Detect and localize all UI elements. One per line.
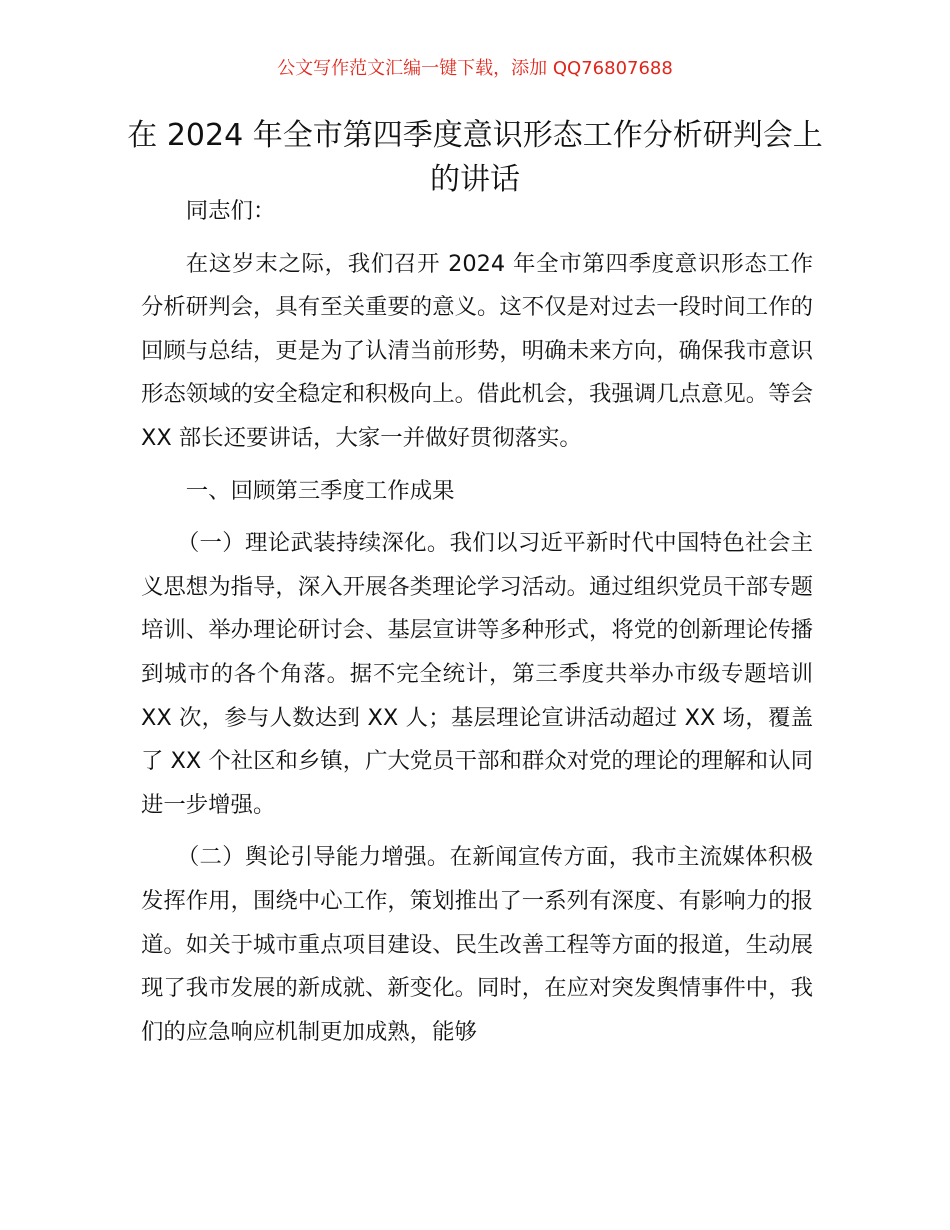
download-banner: 公文写作范文汇编一键下载，添加 QQ76807688 [277,58,673,79]
section-heading: 一、回顾第三季度工作成果 [185,477,455,504]
paragraph-intro: 在这岁末之际，我们召开 2024 年全市第四季度意识形态工作分析研判会，具有至关重要的意义。这不仅是对过去一段时间工作的回顾与总结，更是为了认清当前形势，明确未来方向，确保我市意识形态领域的安全稳定和积极向上。借此机会，我强调几点意见。等会 XX 部长还要讲话，大家一并做好贯彻落实。 [141,250,813,451]
document-title: 在 2024 年全市第四季度意识形态工作分析研判会上的讲话 [127,118,823,197]
salutation: 同志们： [185,198,276,224]
paragraph-opinion: （二）舆论引导能力增强。在新闻宣传方面，我市主流媒体积极发挥作用，围绕中心工作，策划推出了一系列有深度、有影响力的报道。如关于城市重点项目建设、民生改善工程等方面的报道，生动展现了我市发展的新成就、新变化。同时，在应对突发舆情事件中，我们的应急响应机制更加成熟，能够 [141,844,813,1045]
paragraph-theory: （一）理论武装持续深化。我们以习近平新时代中国特色社会主义思想为指导，深入开展各类理论学习活动。通过组织党员干部专题培训、举办理论研讨会、基层宣讲等多种形式，将党的创新理论传播到城市的各个角落。据不完全统计，第三季度共举办市级专题培训 XX 次，参与人数达到 XX 人；基层理论宣讲活动超过 XX 场，覆盖了 XX 个社区和乡镇，广大党员干部和群众对党的理论的理解和认同进一步增强。 [141,530,813,818]
document-body [141,190,813,1063]
